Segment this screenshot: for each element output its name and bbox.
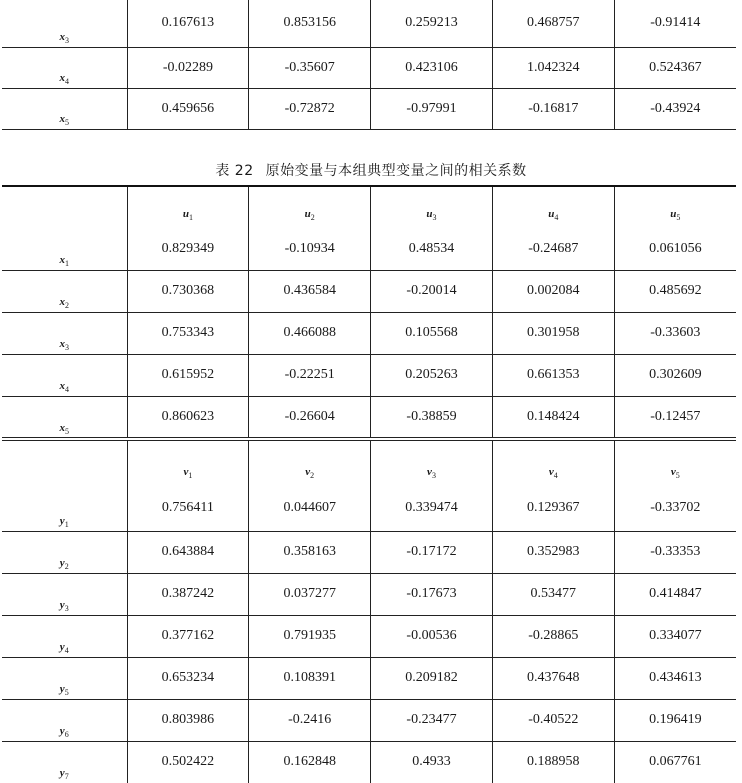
correlation-value: 0.301958 [492, 312, 614, 354]
v-table-header [2, 441, 736, 486]
row-label [2, 486, 127, 531]
correlation-value: -0.91414 [614, 0, 736, 47]
header-row [2, 186, 736, 228]
table-row [2, 312, 736, 354]
row-label-variable-subscript: 1 [64, 519, 69, 529]
column-header-variable-letter: u [670, 208, 677, 220]
column-header-variable-subscript: 2 [310, 471, 315, 480]
row-label-variable-subscript: 7 [64, 772, 69, 781]
row-label-variable [60, 338, 70, 350]
row-label-variable-letter: x [59, 295, 65, 308]
correlation-value: -0.10934 [249, 228, 371, 270]
correlation-value: 0.466088 [249, 312, 371, 354]
row-label [2, 396, 127, 438]
v-table-body [2, 486, 736, 783]
row-label [2, 657, 127, 699]
row-label-variable-subscript: 3 [64, 603, 69, 613]
row-label-variable [60, 422, 70, 434]
table-row [2, 615, 736, 657]
correlation-value: -0.33702 [614, 486, 736, 531]
correlation-value: 0.791935 [249, 615, 371, 657]
row-label [2, 228, 127, 270]
row-label-variable-subscript: 2 [65, 300, 69, 310]
correlation-value: -0.17673 [371, 573, 493, 615]
row-label-variable-subscript: 6 [64, 729, 69, 739]
column-header [127, 186, 249, 228]
correlation-value: -0.2416 [249, 699, 371, 741]
column-header-variable [426, 208, 436, 220]
row-label-variable-subscript: 4 [65, 384, 69, 394]
row-label-variable-letter: y [59, 598, 65, 611]
correlation-value: -0.22251 [249, 354, 371, 396]
row-label [2, 88, 127, 129]
correlation-value: 0.853156 [249, 0, 371, 47]
correlation-value: 0.148424 [492, 396, 614, 438]
row-label-variable-letter: y [59, 640, 65, 653]
row-label-variable [60, 254, 70, 266]
table-row [2, 88, 736, 129]
table-row [2, 741, 736, 783]
row-label-variable-letter: x [59, 379, 65, 392]
row-label-variable-subscript: 4 [65, 76, 69, 86]
row-label-variable-letter: y [59, 682, 65, 695]
column-header-variable-subscript: 4 [554, 213, 559, 222]
column-header [614, 441, 736, 486]
correlation-value: 0.209182 [371, 657, 493, 699]
correlation-value: 0.105568 [371, 312, 493, 354]
row-label-variable-letter: x [59, 253, 65, 266]
column-header-variable-letter: v [670, 466, 676, 478]
row-label-variable [60, 641, 69, 653]
correlation-value: 0.377162 [127, 615, 249, 657]
column-header-variable [427, 466, 436, 478]
row-label-variable [60, 113, 70, 125]
correlation-value: 0.829349 [127, 228, 249, 270]
correlation-value: -0.17172 [371, 531, 493, 573]
row-label-variable-subscript: 4 [64, 645, 69, 655]
correlation-value: 0.753343 [127, 312, 249, 354]
row-label [2, 312, 127, 354]
column-header-variable [305, 466, 314, 478]
column-header-variable-subscript: 1 [188, 213, 193, 222]
column-header-variable-subscript: 5 [675, 471, 680, 480]
row-label-variable-subscript: 2 [64, 561, 69, 571]
row-label-variable-letter: y [59, 767, 65, 779]
table-row [2, 699, 736, 741]
correlation-value: -0.23477 [371, 699, 493, 741]
column-header [492, 441, 614, 486]
row-label-variable-letter: x [59, 112, 65, 125]
column-header-variable [183, 208, 193, 220]
column-header-variable-subscript: 3 [431, 471, 436, 480]
column-header [249, 186, 371, 228]
table-row [2, 531, 736, 573]
correlation-value: -0.02289 [127, 47, 249, 88]
row-label-variable [60, 72, 70, 84]
table-row [2, 486, 736, 531]
correlation-value: 0.387242 [127, 573, 249, 615]
correlation-value: 0.53477 [492, 573, 614, 615]
column-header-variable [305, 208, 315, 220]
row-label-variable [60, 557, 69, 569]
row-label-variable [60, 767, 69, 779]
correlation-value: 0.002084 [492, 270, 614, 312]
column-header-variable [549, 466, 558, 478]
column-header-variable-letter: v [183, 466, 189, 478]
correlation-value: -0.24687 [492, 228, 614, 270]
table-row [2, 47, 736, 88]
row-label-variable [60, 31, 70, 43]
correlation-value: 0.661353 [492, 354, 614, 396]
correlation-value: 0.044607 [249, 486, 371, 531]
correlation-value: 0.162848 [249, 741, 371, 783]
row-label-variable-letter: x [59, 30, 65, 43]
column-header-variable-subscript: 2 [310, 213, 315, 222]
correlation-value: 0.129367 [492, 486, 614, 531]
correlation-value: -0.33603 [614, 312, 736, 354]
correlation-value: 0.196419 [614, 699, 736, 741]
correlation-value: 0.423106 [371, 47, 493, 88]
correlation-value: 0.259213 [371, 0, 493, 47]
correlation-value: 1.042324 [492, 47, 614, 88]
caption-title: 原始变量与本组典型变量之间的相关系数 [265, 163, 527, 179]
correlation-value: -0.28865 [492, 615, 614, 657]
correlation-value: 0.524367 [614, 47, 736, 88]
u-table-header [2, 186, 736, 228]
row-label-variable [60, 296, 70, 308]
correlation-value: 0.485692 [614, 270, 736, 312]
correlation-value: 0.459656 [127, 88, 249, 129]
row-label [2, 615, 127, 657]
table-row [2, 657, 736, 699]
correlation-value: -0.38859 [371, 396, 493, 438]
correlation-value: 0.615952 [127, 354, 249, 396]
column-header-variable [671, 466, 680, 478]
correlation-value: 0.188958 [492, 741, 614, 783]
row-label-variable [60, 515, 69, 527]
header-corner-cell [2, 186, 127, 228]
correlation-value: -0.72872 [249, 88, 371, 129]
correlation-value: -0.35607 [249, 47, 371, 88]
correlation-value: 0.643884 [127, 531, 249, 573]
column-header [249, 441, 371, 486]
correlation-value: 0.067761 [614, 741, 736, 783]
header-row [2, 441, 736, 486]
column-header-variable-subscript: 1 [188, 471, 193, 480]
row-label-variable [60, 380, 70, 392]
correlation-value: 0.437648 [492, 657, 614, 699]
table-row [2, 573, 736, 615]
table-row [2, 270, 736, 312]
caption-number: 表 22 [215, 163, 254, 179]
correlation-value: 0.302609 [614, 354, 736, 396]
correlation-value: 0.48534 [371, 228, 493, 270]
correlation-value: 0.502422 [127, 741, 249, 783]
row-label-variable-subscript: 5 [64, 687, 69, 697]
column-header [127, 441, 249, 486]
row-label-variable-subscript: 3 [65, 35, 69, 45]
correlation-value: 0.653234 [127, 657, 249, 699]
row-label-variable [60, 725, 69, 737]
row-label [2, 699, 127, 741]
row-label-variable-letter: x [59, 71, 65, 84]
table-row [2, 0, 736, 47]
correlation-value: -0.40522 [492, 699, 614, 741]
column-header-variable-subscript: 5 [676, 213, 681, 222]
correlation-value: 0.334077 [614, 615, 736, 657]
column-header [371, 186, 493, 228]
continued-table [2, 0, 736, 130]
correlation-value: -0.43924 [614, 88, 736, 129]
row-label-variable-letter: y [59, 724, 65, 737]
column-header [371, 441, 493, 486]
correlation-value: 0.4933 [371, 741, 493, 783]
row-label-variable-letter: x [59, 337, 65, 350]
correlation-value: 0.358163 [249, 531, 371, 573]
column-header-variable-letter: v [548, 466, 554, 478]
correlation-value: 0.860623 [127, 396, 249, 438]
row-label [2, 0, 127, 47]
correlation-value: 0.414847 [614, 573, 736, 615]
table-caption [0, 160, 742, 180]
column-header-variable-letter: v [427, 466, 432, 478]
table-row [2, 354, 736, 396]
column-header-variable-letter: u [182, 208, 189, 220]
row-label-variable [60, 683, 69, 695]
column-header [614, 186, 736, 228]
correlation-value: -0.33353 [614, 531, 736, 573]
row-label-variable-subscript: 1 [65, 258, 69, 268]
column-header-variable-letter: v [305, 466, 311, 478]
column-header-variable [183, 466, 192, 478]
correlation-value: 0.756411 [127, 486, 249, 531]
correlation-value: 0.205263 [371, 354, 493, 396]
correlation-value: -0.16817 [492, 88, 614, 129]
correlation-value: -0.12457 [614, 396, 736, 438]
correlation-value: 0.061056 [614, 228, 736, 270]
v-correlation-table [2, 441, 736, 783]
row-label-variable-subscript: 5 [65, 427, 69, 436]
column-header-variable-subscript: 4 [553, 471, 558, 480]
correlation-value: 0.803986 [127, 699, 249, 741]
correlation-value: 0.167613 [127, 0, 249, 47]
row-label-variable-letter: x [59, 422, 65, 434]
correlation-value: 0.339474 [371, 486, 493, 531]
correlation-value: -0.97991 [371, 88, 493, 129]
table-row [2, 396, 736, 438]
column-header-variable-letter: u [304, 208, 311, 220]
row-label [2, 47, 127, 88]
correlation-value: 0.468757 [492, 0, 614, 47]
row-label-variable-letter: y [59, 514, 65, 527]
column-header [492, 186, 614, 228]
column-header-variable-subscript: 3 [432, 213, 437, 222]
column-header-variable-letter: u [548, 208, 555, 220]
correlation-value: 0.436584 [249, 270, 371, 312]
row-label [2, 354, 127, 396]
row-label [2, 573, 127, 615]
row-label [2, 531, 127, 573]
correlation-value: 0.108391 [249, 657, 371, 699]
correlation-value: 0.352983 [492, 531, 614, 573]
correlation-value: 0.037277 [249, 573, 371, 615]
correlation-value: -0.00536 [371, 615, 493, 657]
u-table-body [2, 228, 736, 438]
column-header-variable [548, 208, 558, 220]
correlation-value: 0.434613 [614, 657, 736, 699]
column-header-variable [670, 208, 680, 220]
correlation-value: -0.20014 [371, 270, 493, 312]
row-label-variable-letter: y [59, 556, 65, 569]
table-row [2, 228, 736, 270]
continued-table-body [2, 0, 736, 129]
row-label-variable [60, 599, 69, 611]
column-header-variable-letter: u [426, 208, 433, 220]
correlation-value: -0.26604 [249, 396, 371, 438]
correlation-value: 0.730368 [127, 270, 249, 312]
row-label [2, 741, 127, 783]
row-label-variable-subscript: 5 [65, 117, 69, 127]
row-label-variable-subscript: 3 [65, 342, 69, 352]
row-label [2, 270, 127, 312]
header-corner-cell [2, 441, 127, 486]
u-correlation-table [2, 185, 736, 438]
